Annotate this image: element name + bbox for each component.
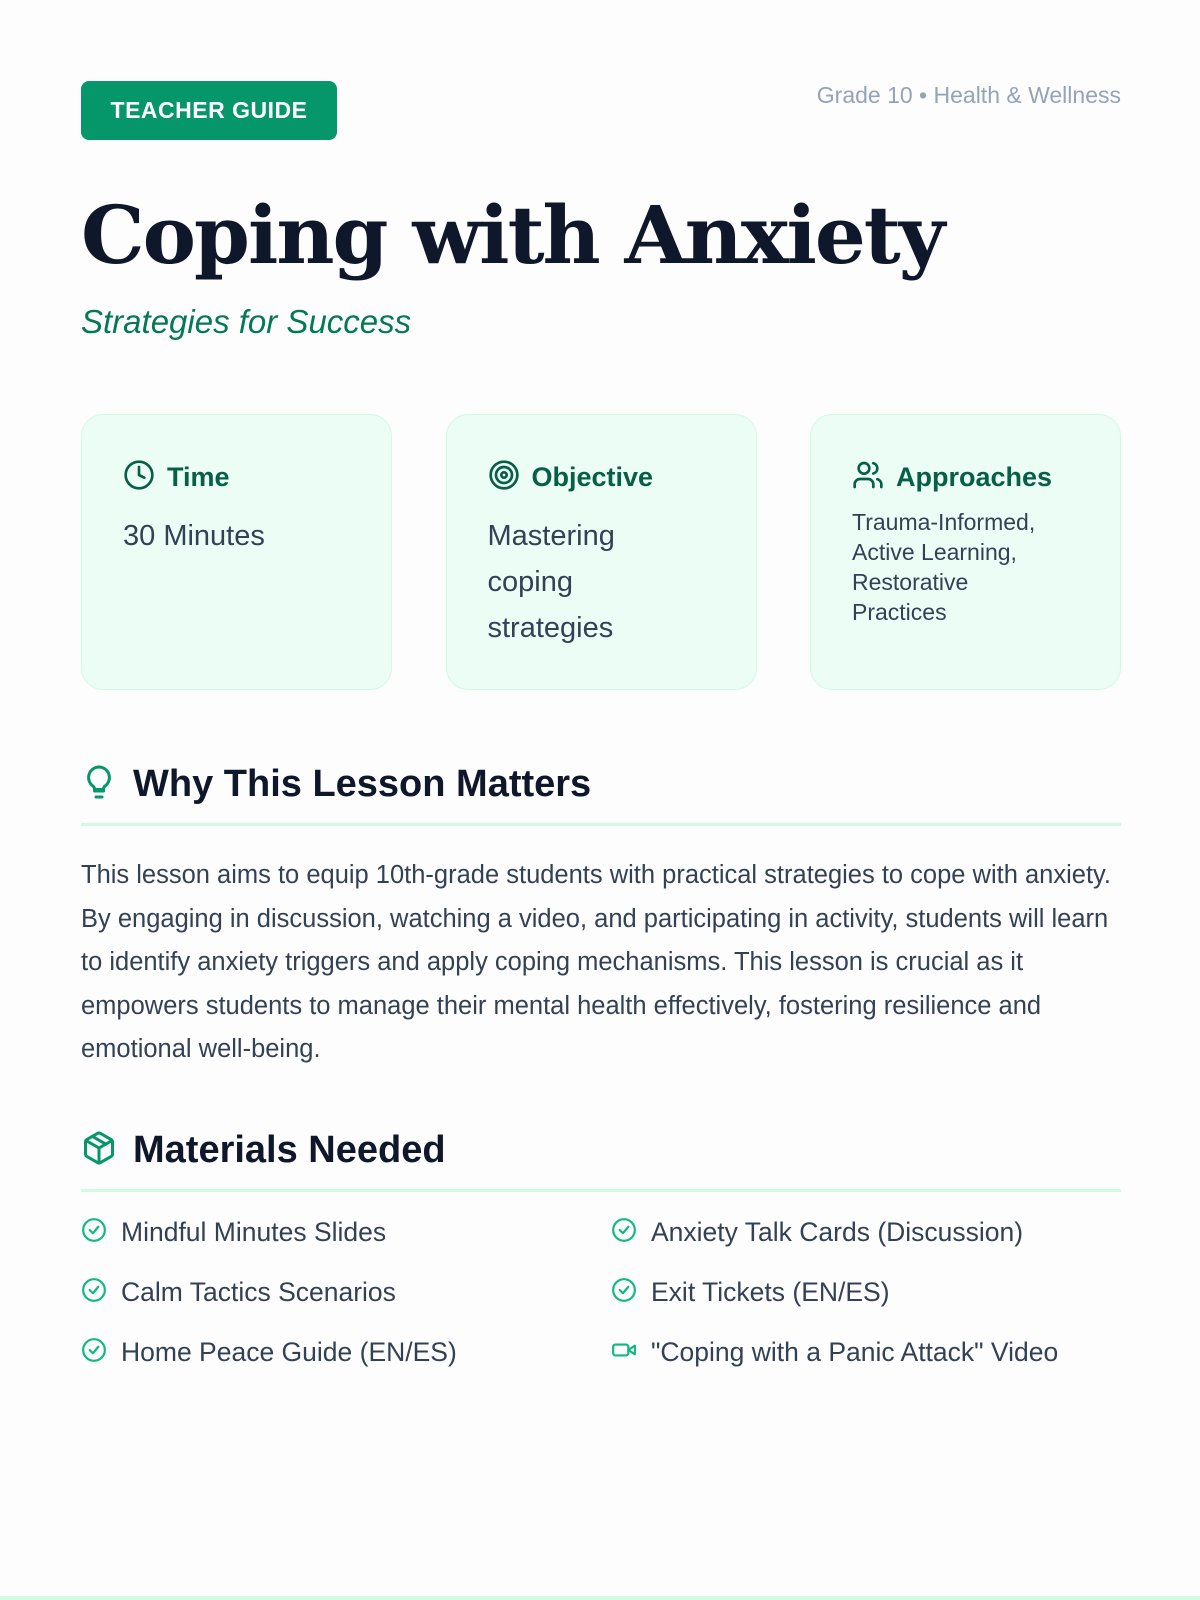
- approaches-value: Trauma-Informed, Active Learning, Restorative Practices: [852, 509, 1036, 625]
- page-subtitle: Strategies for Success: [81, 303, 412, 340]
- why-section-divider: [81, 823, 1121, 826]
- clock-icon: [123, 459, 155, 496]
- material-item: [81, 1272, 611, 1312]
- check-circle-icon: [611, 1277, 637, 1308]
- why-section-title: Why This Lesson Matters: [133, 762, 592, 805]
- material-item: [81, 1332, 611, 1372]
- check-circle-icon: [81, 1277, 107, 1308]
- why-section-body: This lesson aims to equip 10th-grade students with practical strategies to cope with anxiety. By engaging in discussion, watching a video, and participating in activity, students will learn to identify anxiety triggers and apply coping mechanisms. This lesson is crucial as it empowers students to manage their mental health effectively, fostering resilience and emotional well-being.: [81, 861, 1111, 1063]
- material-label: Home Peace Guide (EN/ES): [121, 1336, 457, 1367]
- material-item: [611, 1332, 1121, 1372]
- objective-value: Mastering coping strategies: [487, 520, 615, 644]
- teacher-guide-badge: TEACHER GUIDE: [81, 81, 337, 140]
- package-icon: [81, 1130, 117, 1171]
- material-item: [611, 1272, 1121, 1312]
- objective-label: Objective: [531, 461, 654, 492]
- materials-section-divider: [81, 1189, 1121, 1192]
- approaches-card: [810, 414, 1121, 690]
- users-icon: [852, 459, 884, 496]
- footer-accent-strip: [0, 1596, 1200, 1600]
- material-label: Mindful Minutes Slides: [121, 1216, 387, 1247]
- check-circle-icon: [611, 1217, 637, 1248]
- overview-cards: [81, 414, 1121, 690]
- lightbulb-icon: [81, 764, 117, 805]
- material-label: Exit Tickets (EN/ES): [651, 1276, 890, 1307]
- video-icon: [611, 1337, 637, 1368]
- teacher-guide-page: [81, 0, 1121, 1600]
- check-circle-icon: [81, 1337, 107, 1368]
- target-icon: [488, 459, 520, 496]
- page-title: Coping with Anxiety: [81, 188, 944, 282]
- time-card: [81, 414, 392, 690]
- time-value: 30 Minutes: [123, 520, 265, 552]
- grade-subject-meta: Grade 10 • Health & Wellness: [816, 82, 1121, 108]
- materials-list: [81, 1212, 1121, 1372]
- material-item: [611, 1212, 1121, 1252]
- check-circle-icon: [81, 1217, 107, 1248]
- objective-card: [446, 414, 757, 690]
- materials-section-header: [81, 1120, 1121, 1180]
- material-label: Anxiety Talk Cards (Discussion): [651, 1216, 1024, 1247]
- time-label: Time: [167, 461, 230, 492]
- material-label: Calm Tactics Scenarios: [121, 1276, 396, 1307]
- materials-section-title: Materials Needed: [133, 1128, 446, 1171]
- why-section-header: [81, 754, 1121, 814]
- material-item: [81, 1212, 611, 1252]
- material-label: "Coping with a Panic Attack" Video: [651, 1336, 1059, 1367]
- approaches-label: Approaches: [896, 461, 1053, 492]
